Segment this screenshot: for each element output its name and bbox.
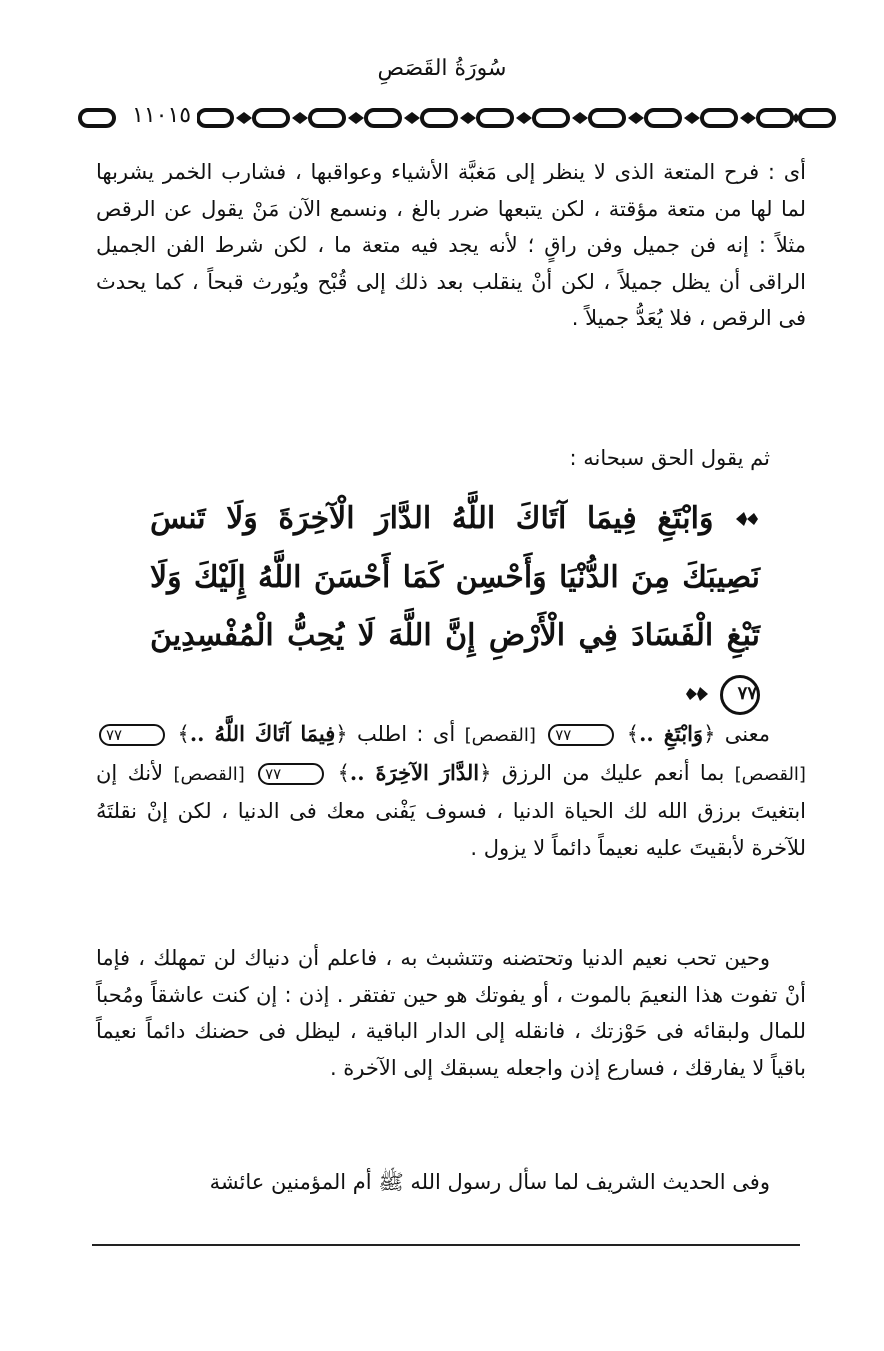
close-bracket-icon: ﴾ bbox=[337, 760, 350, 785]
surah-reference: [القصص] bbox=[464, 725, 536, 746]
verse-ref-number: ٧٧ bbox=[548, 724, 614, 746]
open-bracket-icon: ﴿ bbox=[703, 722, 716, 746]
commentary-paragraph-5 bbox=[96, 1164, 806, 1201]
surah-reference: [القصص] bbox=[173, 763, 245, 785]
surah-title: سُورَةُ القَصَصِ bbox=[377, 56, 507, 81]
verse-ref-number: ٧٧ bbox=[99, 724, 165, 746]
page-number: ١١٠١٥ bbox=[126, 103, 197, 128]
close-bracket-icon: ﴾ bbox=[177, 722, 190, 746]
commentary-paragraph-1 bbox=[96, 154, 806, 337]
quoted-phrase: فِيمَا آتَاكَ اللَّهُ .. bbox=[189, 721, 336, 746]
quran-verse bbox=[150, 490, 760, 724]
commentary-paragraph-3 bbox=[96, 716, 806, 866]
commentary-paragraph-2 bbox=[96, 440, 806, 477]
explanation-text: لأنك إن ابتغيتَ برزق الله لك الحياة الدنيا ، فسوف يَفْنى معك فى الدنيا ، لكن إنْ نقلتَهُ للآخرة لأبقيتَ عليه نعيماً دائماً لا يزول . bbox=[96, 760, 806, 860]
meaning-label: معنى bbox=[724, 722, 770, 746]
verse-text: وَابْتَغِ فِيمَا آتَاكَ اللَّهُ الدَّارَ الْآخِرَةَ وَلَا تَنسَ نَصِيبَكَ مِنَ الدُّنْيَا وَأَحْسِن كَمَا أَحْسَنَ اللَّهُ إِلَيْكَ وَلَا تَبْغِ الْفَسَادَ فِي الْأَرْضِ إِنَّ اللَّهَ لَا يُحِبُّ الْمُفْسِدِينَ bbox=[150, 501, 760, 653]
explanation-text: أى : اطلب bbox=[356, 722, 456, 746]
paragraph-text: أى : فرح المتعة الذى لا ينظر إلى مَغبَّة الأشياء وعواقبها ، فشارب الخمر يشربها لما لها من متعة مؤقتة ، لكن يتبعها ضرر بالغ ، ونسمع الآن مَنْ يقول عن الرقص مثلاً : إنه فن جميل وفن راقٍ ؛ لأنه يجد فيه متعة ما ، لكن شرط الفن الجميل الراقى أن يظل جميلاً ، لكن أنْ ينقلب بعد ذلك إلى قُبْح ويُورث قبحاً ، كما يحدث فى الرقص ، فلا يُعَدُّ جميلاً . bbox=[96, 160, 806, 330]
explanation-text: بما أنعم عليك من الرزق bbox=[501, 760, 725, 785]
surah-reference: [القصص] bbox=[734, 763, 806, 785]
ornamental-header-border bbox=[78, 100, 838, 140]
open-bracket-icon: ﴿ bbox=[479, 760, 492, 785]
open-bracket-icon: ﴿ bbox=[335, 722, 348, 746]
verse-number: ٧٧ bbox=[720, 675, 760, 715]
paragraph-text: ثم يقول الحق سبحانه : bbox=[569, 446, 770, 470]
paragraph-text bbox=[96, 716, 806, 866]
paragraph-text: وحين تحب نعيم الدنيا وتحتضنه وتتشبث به ، فاعلم أن دنياك لن تمهلك ، فإما أنْ تفوت هذا النعيمَ بالموت ، أو يفوتك هو حين تفتقر . إذن : إن كنت عاشقاً ومُحباً للمال ولبقائه فى حَوْزتك ، فانقله إلى الدار الباقية ، ليظل فى حضنك دائماً نعيماً باقياً لا يفارقك ، فسارع إذن واجعله يسبقك إلى الآخرة . bbox=[96, 946, 806, 1080]
quoted-phrase: الدَّارَ الآخِرَةَ .. bbox=[349, 759, 480, 785]
footnote-divider bbox=[92, 1244, 800, 1246]
commentary-paragraph-4 bbox=[96, 940, 806, 1086]
close-bracket-icon: ﴾ bbox=[626, 722, 640, 746]
quoted-phrase: وَابْتَغِ .. bbox=[639, 721, 704, 746]
verse-ref-number: ٧٧ bbox=[258, 763, 324, 785]
paragraph-text: وفى الحديث الشريف لما سأل رسول الله ﷺ أم المؤمنين عائشة bbox=[209, 1170, 770, 1194]
verse-start-ornament-icon bbox=[734, 491, 760, 549]
